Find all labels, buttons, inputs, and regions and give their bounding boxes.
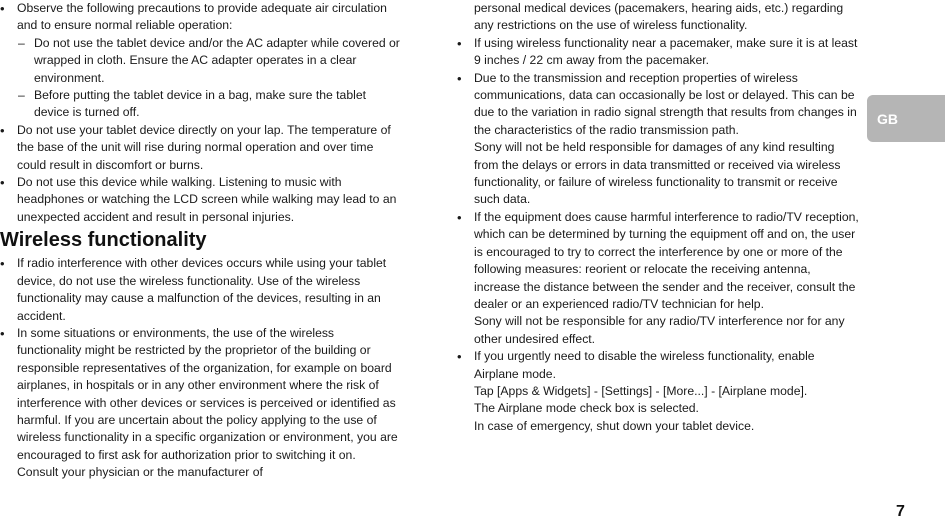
wireless-list — [0, 255, 400, 481]
bullet-text: • Due to the transmission and reception properties of wireless communications, data can occasionally be lost or delayed. This can be due to the variation in radio signal strength that results from changes in the characteristics of the radio transmission path. — [474, 70, 857, 137]
list-item: • Do not use your tablet device directly on your lap. The temperature of the base of the unit will rise during normal operation and over time could result in discomfort or burns. — [0, 122, 400, 174]
precaution-list — [0, 0, 400, 226]
sub-list-item: – Before putting the tablet device in a bag, make sure the tablet device is turned off. — [17, 87, 400, 122]
list-item — [457, 348, 859, 435]
list-item — [457, 70, 859, 209]
language-tab: GB — [867, 95, 945, 142]
list-item: • If using wireless functionality near a pacemaker, make sure it is at least 9 inches / 22 cm away from the pacemaker. — [457, 35, 859, 70]
page-number: 7 — [896, 503, 905, 520]
section-title: Wireless functionality — [0, 229, 207, 252]
bullet-text: • Observe the following precautions to provide adequate air circulation and to ensure normal reliable operation: — [17, 1, 387, 33]
sub-list — [17, 35, 400, 122]
list-item: • Do not use this device while walking. Listening to music with headphones or watching the LCD screen while walking may lead to an unexpected accident and result in personal injuries. — [0, 174, 400, 226]
list-item — [457, 209, 859, 348]
bullet-text: • If the equipment does cause harmful interference to radio/TV reception, which can be determined by turning the equipment off and on, the user is encouraged to try to correct the interference by one or more of the following measures: reorient or relocate the receiving antenna, increase the distance between the sender and the receiver, consult the dealer or an experienced radio/TV technician for help. — [474, 209, 859, 311]
bullet-text: In case of emergency, shut down your tablet device. — [474, 418, 755, 433]
continuation-text: personal medical devices (pacemakers, hearing aids, etc.) regarding any restrictions on the use of wireless functionality. — [474, 1, 844, 33]
list-item: • In some situations or environments, the use of the wireless functionality might be restricted by the proprietor of the building or responsible representatives of the organization, for example on board airplanes, in hospitals or in any other environment where the risk of interference with other devices or services is perceived or identified as harmful. If you are uncertain about the policy applying to the use of wireless functionality in a specific organization or environment, you are encouraged to first ask for authorization prior to switching it on. Consult your physician or the manufacturer of — [0, 325, 400, 482]
right-column — [457, 0, 859, 435]
bullet-text: Tap [Apps & Widgets] - [Settings] - [More...] - [Airplane mode]. — [474, 383, 808, 398]
bullet-text: Sony will not be responsible for any radio/TV interference nor for any other undesired effect. — [474, 314, 845, 346]
list-item — [0, 0, 400, 122]
left-column — [0, 0, 400, 482]
bullet-text: The Airplane mode check box is selected. — [474, 401, 699, 416]
bullet-text: Sony will not be held responsible for damages of any kind resulting from the delays or errors in data transmitted or received via wireless functionality, or failure of wireless functionality to transmit or receive such data. — [474, 140, 841, 207]
sub-list-item: – Do not use the tablet device and/or the AC adapter while covered or wrapped in cloth. Ensure the AC adapter operates in a clear environment. — [17, 35, 400, 87]
wireless-list-continued — [457, 35, 859, 435]
bullet-text: • If you urgently need to disable the wireless functionality, enable Airplane mode. — [474, 349, 815, 381]
list-item: • If radio interference with other devices occurs while using your tablet device, do not use the wireless functionality. Use of the wireless functionality may cause a malfunction of the devices, resulting in an accident. — [0, 255, 400, 325]
